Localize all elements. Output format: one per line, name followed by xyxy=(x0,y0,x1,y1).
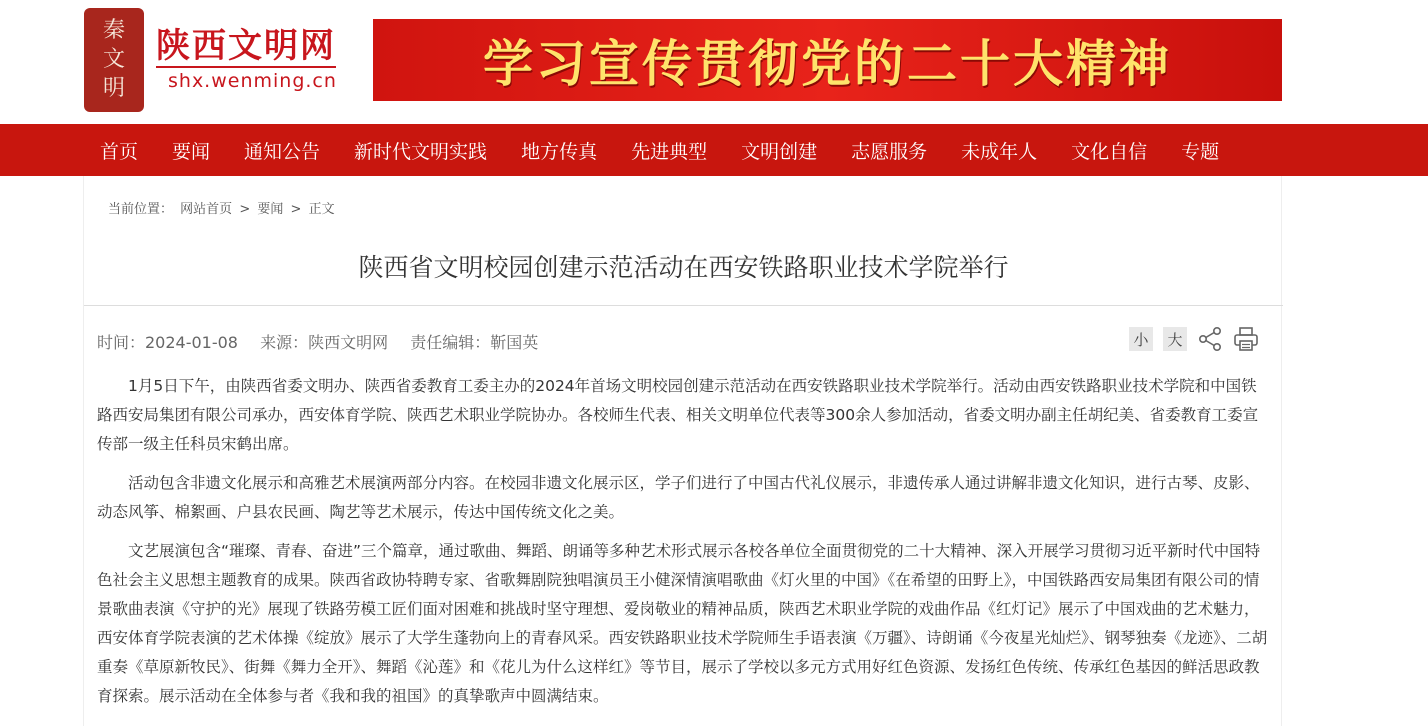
main-nav xyxy=(0,124,1428,176)
article-tools xyxy=(1129,326,1259,352)
publish-time: 时间：2024-01-08 xyxy=(97,333,238,352)
article-container xyxy=(83,176,1282,726)
nav-item-local[interactable]: 地方传真 xyxy=(521,140,598,163)
nav-item-minors[interactable]: 未成年人 xyxy=(961,140,1038,163)
font-small-button[interactable]: 小 xyxy=(1129,327,1153,351)
article-meta xyxy=(97,330,555,353)
article-title: 陕西省文明校园创建示范活动在西安铁路职业技术学院举行 xyxy=(358,253,1009,282)
nav-item-culture[interactable]: 文化自信 xyxy=(1071,140,1148,163)
seal-char: 秦 xyxy=(102,17,125,43)
nav-item-creation[interactable]: 文明创建 xyxy=(741,140,818,163)
nav-item-news[interactable]: 要闻 xyxy=(172,140,211,163)
site-domain: shx.wenming.cn xyxy=(168,70,337,92)
logo-seal[interactable] xyxy=(84,8,144,112)
breadcrumb-separator: > xyxy=(290,202,302,217)
article-body xyxy=(97,372,1272,721)
nav-item-notices[interactable]: 通知公告 xyxy=(244,140,321,163)
print-icon[interactable] xyxy=(1233,326,1259,352)
breadcrumb-home[interactable]: 网站首页 xyxy=(180,202,233,217)
seal-char: 文 xyxy=(102,46,125,72)
site-header xyxy=(0,0,1428,124)
nav-item-models[interactable]: 先进典型 xyxy=(631,140,708,163)
article-source: 来源：陕西文明网 xyxy=(260,333,389,352)
banner[interactable] xyxy=(373,19,1282,101)
title-divider xyxy=(84,305,1283,306)
breadcrumb xyxy=(108,198,338,217)
article-paragraph: 活动包含非遗文化展示和高雅艺术展演两部分内容。在校园非遗文化展示区，学子们进行了中国古代礼仪展示，非遗传承人通过讲解非遗文化知识，进行古琴、皮影、动态风筝、棉絮画、户县农民画、陶艺等艺术展示，传达中国传统文化之美。 xyxy=(97,474,1260,521)
breadcrumb-current: 正文 xyxy=(308,202,335,217)
nav-item-home[interactable]: 首页 xyxy=(100,140,139,163)
article-paragraph: 文艺展演包含“璀璨、青春、奋进”三个篇章，通过歌曲、舞蹈、朗诵等多种艺术形式展示各校各单位全面贯彻党的二十大精神、深入开展学习贯彻习近平新时代中国特色社会主义思想主题教育的成果。陕西省政协特聘专家、省歌舞剧院独唱演员王小健深情演唱歌曲《灯火里的中国》《在希望的田野上》，中国铁路西安局集团有限公司的情景歌曲表演《守护的光》展现了铁路劳模工匠们面对困难和挑战时坚守理想、爱岗敬业的精神品质，陕西艺术职业学院的戏曲作品《红灯记》展示了中国戏曲的艺术魅力，西安体育学院表演的艺术体操《绽放》展示了大学生蓬勃向上的青春风采。西安铁路职业技术学院师生手语表演《万疆》、诗朗诵《今夜星光灿烂》、钢琴独奏《龙迹》、二胡重奏《草原新牧民》、街舞《舞力全开》、舞蹈《沁莲》和《花儿为什么这样红》等节目，展示了学校以多元方式用好红色资源、发扬红色传统、传承红色基因的鲜活思政教育探索。展示活动在全体参与者《我和我的祖国》的真挚歌声中圆满结束。 xyxy=(97,542,1268,705)
breadcrumb-section[interactable]: 要闻 xyxy=(257,202,284,217)
breadcrumb-label: 当前位置： xyxy=(108,202,174,217)
nav-item-topics[interactable]: 专题 xyxy=(1181,140,1220,163)
font-large-button[interactable]: 大 xyxy=(1163,327,1187,351)
banner-text: 学习宣传贯彻党的二十大精神 xyxy=(483,34,1172,93)
seal-char: 明 xyxy=(102,76,125,102)
site-name[interactable]: 陕西文明网 xyxy=(156,26,336,66)
share-icon[interactable] xyxy=(1197,326,1223,352)
nav-item-volunteer[interactable]: 志愿服务 xyxy=(851,140,928,163)
nav-item-civilization-practice[interactable]: 新时代文明实践 xyxy=(354,140,488,163)
article-paragraph: 1月5日下午，由陕西省委文明办、陕西省委教育工委主办的2024年首场文明校园创建示范活动在西安铁路职业技术学院举行。活动由西安铁路职业技术学院和中国铁路西安局集团有限公司承办，西安体育学院、陕西艺术职业学院协办。各校师生代表、相关文明单位代表等300余人参加活动，省委文明办副主任胡纪美、省委教育工委宣传部一级主任科员宋鹤出席。 xyxy=(97,377,1259,453)
article-editor: 责任编辑：靳国英 xyxy=(410,333,539,352)
breadcrumb-separator: > xyxy=(239,202,251,217)
